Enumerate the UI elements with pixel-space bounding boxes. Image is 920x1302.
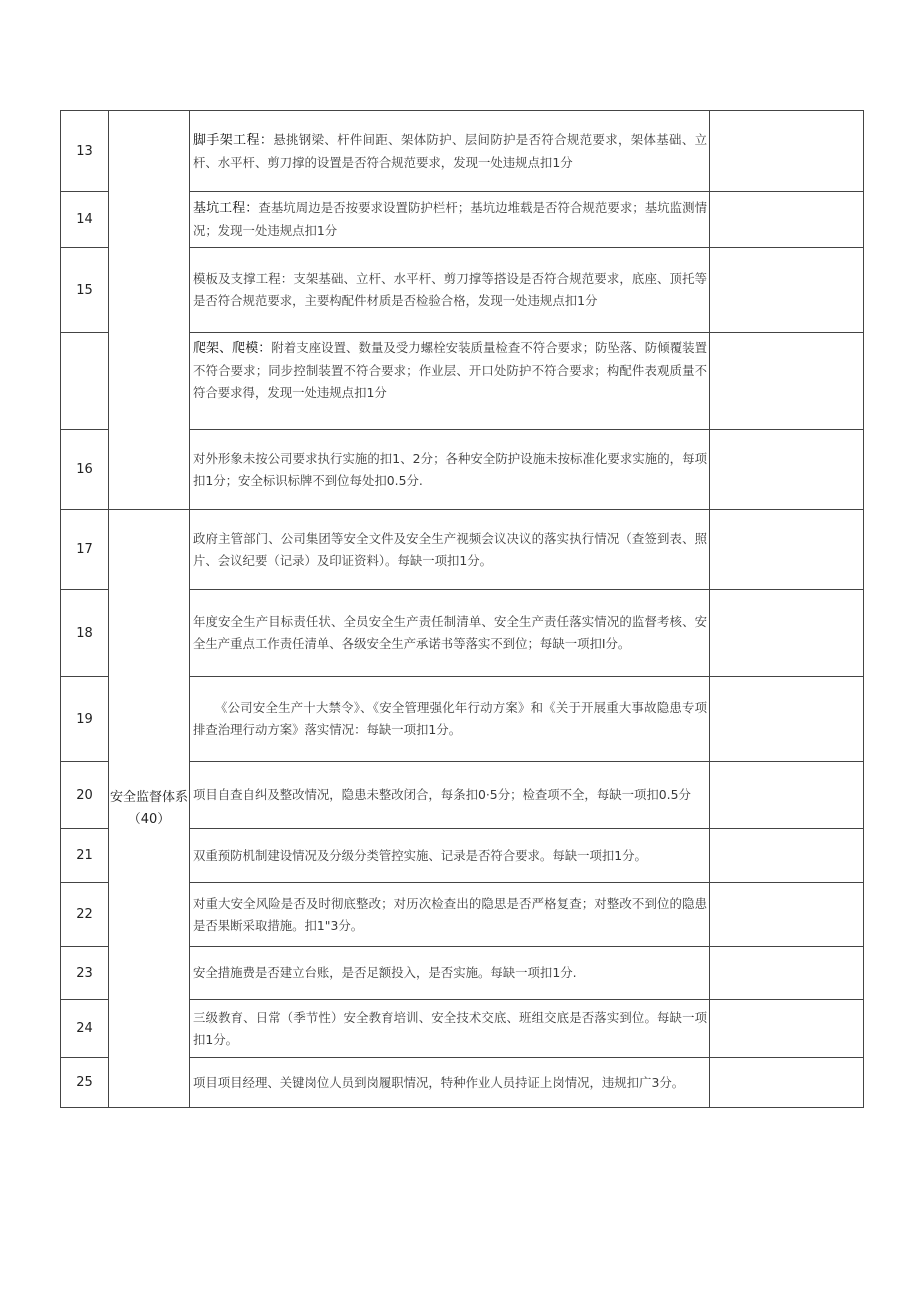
score-cell[interactable] [710,111,864,192]
table-row [61,510,864,590]
row-number: 14 [61,192,109,248]
row-description: 对重大安全风险是否及时彻底整改；对历次检查出的隐思是否严格复查；对整改不到位的隐患是否果断采取措施。扣1"3分。 [190,883,710,947]
score-cell[interactable] [710,677,864,762]
row-number: 23 [61,947,109,1000]
score-cell[interactable] [710,590,864,677]
row-number: 18 [61,590,109,677]
score-cell[interactable] [710,829,864,883]
score-cell[interactable] [710,430,864,510]
score-cell[interactable] [710,947,864,1000]
row-description: 爬架、爬模：附着支座设置、数量及受力螺栓安装质量检查不符合要求；防坠落、防倾覆装置不符合要求；同步控制装置不符合要求；作业层、开口处防护不符合要求；构配件表观质量不符合要求得，发现一处违规点扣1分 [190,333,710,430]
row-heading: 脚手架工程： [193,132,274,148]
row-description: 安全措施费是否建立台账，是否足额投入，是否实施。每缺一项扣1分. [190,947,710,1000]
row-description: 模板及支撑工程：支架基础、立杆、水平杆、剪刀撑等搭设是否符合规范要求，底座、顶托等是否符合规范要求，主要构配件材质是否检验合格，发现一处违规点扣1分 [190,248,710,333]
row-description: 项目自查自纠及整改情况，隐患未整改闭合，每条扣0·5分；检查项不全，每缺一项扣0.5分 [190,762,710,829]
row-number: 25 [61,1058,109,1108]
row-description: 对外形象未按公司要求执行实施的扣1、2分；各种安全防护设施未按标准化要求实施的，每项扣1分；安全标识标牌不到位每处扣0.5分. [190,430,710,510]
row-description: 项目项目经理、关键岗位人员到岗履职情况，特种作业人员持证上岗情况，违规扣广3分。 [190,1058,710,1108]
score-cell[interactable] [710,333,864,430]
score-cell[interactable] [710,192,864,248]
row-heading: 基坑工程： [193,201,259,216]
row-number [61,333,109,430]
row-description: 年度安全生产目标责任状、全员安全生产责任制清单、安全生产责任落实情况的监督考核、安全生产重点工作责任清单、各级安全生产承诺书等落实不到位；每缺一项扣I分。 [190,590,710,677]
row-number: 13 [61,111,109,192]
score-cell[interactable] [710,1000,864,1058]
row-number: 22 [61,883,109,947]
row-heading: 爬架、爬模： [193,341,272,356]
table-row [61,111,864,192]
row-number: 17 [61,510,109,590]
row-number: 21 [61,829,109,883]
row-number: 16 [61,430,109,510]
score-cell[interactable] [710,248,864,333]
row-number: 24 [61,1000,109,1058]
score-cell[interactable] [710,762,864,829]
row-description: 脚手架工程：悬挑钢梁、杆件间距、架体防护、层间防护是否符合规范要求，架体基础、立杆、水平杆、剪刀撑的设置是否符合规范要求，发现一处违规点扣1分 [190,111,710,192]
score-cell[interactable] [710,883,864,947]
score-cell[interactable] [710,510,864,590]
row-number: 15 [61,248,109,333]
row-description: 三级教育、日常（季节性）安全教育培训、安全技术交底、班组交底是否落实到位。每缺一项扣1分。 [190,1000,710,1058]
row-number: 19 [61,677,109,762]
score-table [60,110,864,1108]
row-description: 《公司安全生产十大禁令》、《安全管理强化年行动方案》和《关于开展重大事故隐患专项排查治理行动方案》落实情况：每缺一项扣1分。 [190,677,710,762]
score-cell[interactable] [710,1058,864,1108]
row-description: 基坑工程：查基坑周边是否按要求设置防护栏杆；基坑边堆载是否符合规范要求；基坑监测情况；发现一处违规点扣1分 [190,192,710,248]
row-description: 政府主管部门、公司集团等安全文件及安全生产视频会议决议的落实执行情况（查签到表、照片、会议纪要（记录）及印证资料）。每缺一项扣1分。 [190,510,710,590]
category-cell-empty [109,111,190,510]
category-label: 安全监督体系（40） [109,510,190,1108]
row-number: 20 [61,762,109,829]
row-description: 双重预防机制建设情况及分级分类管控实施、记录是否符合要求。每缺一项扣1分。 [190,829,710,883]
